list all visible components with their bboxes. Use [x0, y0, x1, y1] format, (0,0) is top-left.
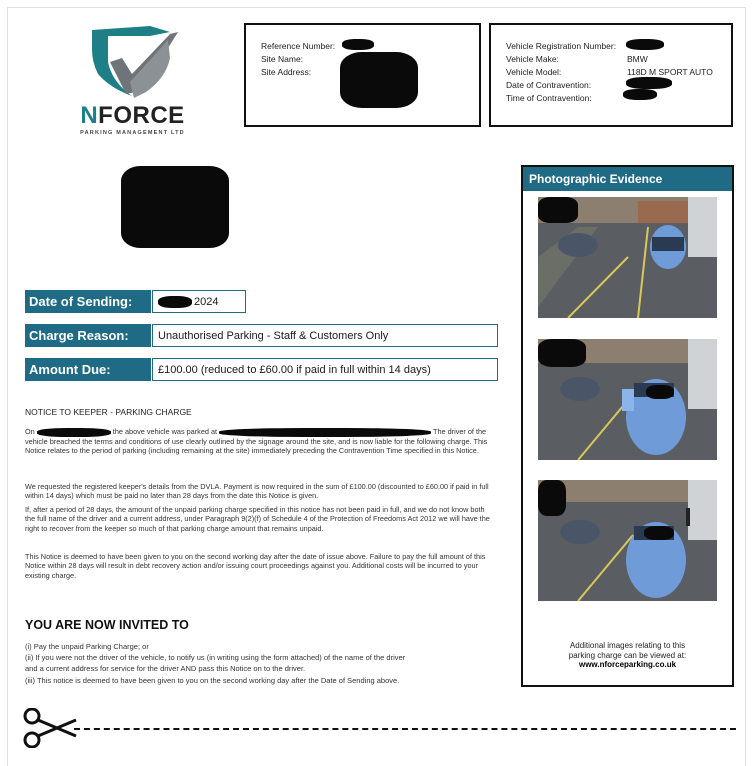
- redaction-mark: [219, 428, 431, 437]
- redaction-mark: [37, 428, 111, 437]
- redaction-mark: [626, 77, 672, 89]
- photographic-evidence-panel: [521, 165, 734, 687]
- evidence-footer-url[interactable]: [523, 660, 732, 670]
- evidence-photo-1[interactable]: [538, 197, 717, 318]
- logo-wordmark-n: N: [80, 102, 99, 129]
- notice-p1-parked-at: the above vehicle was parked at: [112, 427, 218, 436]
- notice-paragraph-2: We requested the registered keeper's details from the DVLA. Payment is now required in the sum of £100.00 (discounted to £60.00 if paid in full within 14 days) which must be paid no later than 28 days from the date this Notice is given.: [25, 482, 489, 501]
- reference-number-label: Reference Number:: [261, 41, 336, 51]
- redaction-mark: [538, 480, 566, 516]
- redaction-mark: [644, 526, 674, 540]
- site-info-box: [244, 23, 481, 127]
- redaction-mark: [623, 89, 657, 100]
- site-address-label: Site Address:: [261, 67, 312, 77]
- vehicle-make-value: BMW: [627, 54, 648, 64]
- evidence-title: Photographic Evidence: [523, 167, 732, 191]
- notice-p1-on: On: [25, 427, 35, 436]
- notice-p1-body: The driver of the vehicle breached the terms and conditions of use clearly outlined by the signage around the site, and is now liable for the following charge. This Notice relates to the period of parking (including remaining at the site) immediately preceding the Contravention Time specified in this Notice.: [25, 427, 488, 455]
- redaction-mark: [158, 296, 192, 308]
- vehicle-registration-label: Vehicle Registration Number:: [506, 41, 617, 51]
- invited-heading: YOU ARE NOW INVITED TO: [25, 618, 189, 632]
- date-of-sending-label: Date of Sending:: [25, 290, 151, 313]
- contravention-date-label: Date of Contravention:: [506, 80, 592, 90]
- vehicle-make-label: Vehicle Make:: [506, 54, 559, 64]
- redaction-mark: [342, 39, 374, 50]
- logo-wordmark-force: FORCE: [98, 102, 185, 129]
- invited-item-1: (i) Pay the unpaid Parking Charge; or: [25, 642, 149, 651]
- redaction-mark: [340, 52, 418, 108]
- scissors-icon: [22, 708, 78, 748]
- redaction-mark: [626, 39, 664, 50]
- charge-reason-label: Charge Reason:: [25, 324, 151, 347]
- invited-item-2-continued: and a current address for service for the driver AND pass this Notice on to the driver.: [25, 664, 306, 673]
- logo-wordmark: [70, 102, 195, 130]
- evidence-footer: [523, 641, 732, 670]
- date-of-sending-value: [152, 290, 246, 313]
- vehicle-model-value: 118D M SPORT AUTO: [627, 67, 713, 77]
- parking-charge-notice: [8, 8, 745, 766]
- invited-item-3: (iii) This notice is deemed to have been given to you on the second working day after the Date of Sending above.: [25, 676, 400, 685]
- notice-paragraph-4: This Notice is deemed to have been given to you on the second working day after the date of issue above. Failure to pay the full amount of this Notice within 28 days will result in debt recovery action and/or issuing court proceedings against you. Additional costs will be incurred to your existing charge.: [25, 552, 486, 580]
- company-logo: [70, 22, 195, 144]
- evidence-footer-line1: Additional images relating to this: [569, 641, 686, 650]
- shield-check-logo-icon: [70, 22, 195, 104]
- recipient-address-redaction: [121, 166, 229, 248]
- vehicle-model-label: Vehicle Model:: [506, 67, 562, 77]
- amount-due-value: £100.00 (reduced to £60.00 if paid in full within 14 days): [152, 358, 498, 381]
- invited-item-2: (ii) If you were not the driver of the vehicle, to notify us (in writing using the form attached) of the name of the driver: [25, 653, 406, 662]
- amount-due-label: Amount Due:: [25, 358, 151, 381]
- charge-reason-value: Unauthorised Parking - Staff & Customers Only: [152, 324, 498, 347]
- evidence-footer-line2: parking charge can be viewed at:: [568, 650, 687, 660]
- site-name-label: Site Name:: [261, 54, 304, 64]
- redaction-mark: [538, 339, 586, 367]
- notice-paragraph-1: [25, 427, 495, 455]
- cut-line: [74, 728, 736, 730]
- evidence-photo-3[interactable]: [538, 480, 717, 601]
- evidence-url-link[interactable]: www.nforceparking.co.uk: [578, 660, 677, 669]
- date-of-sending-year: 2024: [194, 295, 219, 308]
- evidence-photo-2[interactable]: [538, 339, 717, 460]
- vehicle-info-box: [489, 23, 733, 127]
- notice-title: NOTICE TO KEEPER - PARKING CHARGE: [25, 407, 192, 417]
- notice-paragraph-3: If, after a period of 28 days, the amount of the unpaid parking charge specified in this notice has not been paid in full, and we do not know both the full name of the driver and a current address, under Paragraph 9(2)(f) of Schedule 4 of the Protection of Freedoms Act 2012 we will have the right to recover from the keeper so much of that parking charge amount that remains unpaid.: [25, 505, 490, 533]
- redaction-mark: [538, 197, 578, 223]
- contravention-time-label: Time of Contravention:: [506, 93, 592, 103]
- logo-tagline: PARKING MANAGEMENT LTD: [80, 130, 185, 136]
- redaction-mark: [646, 385, 674, 399]
